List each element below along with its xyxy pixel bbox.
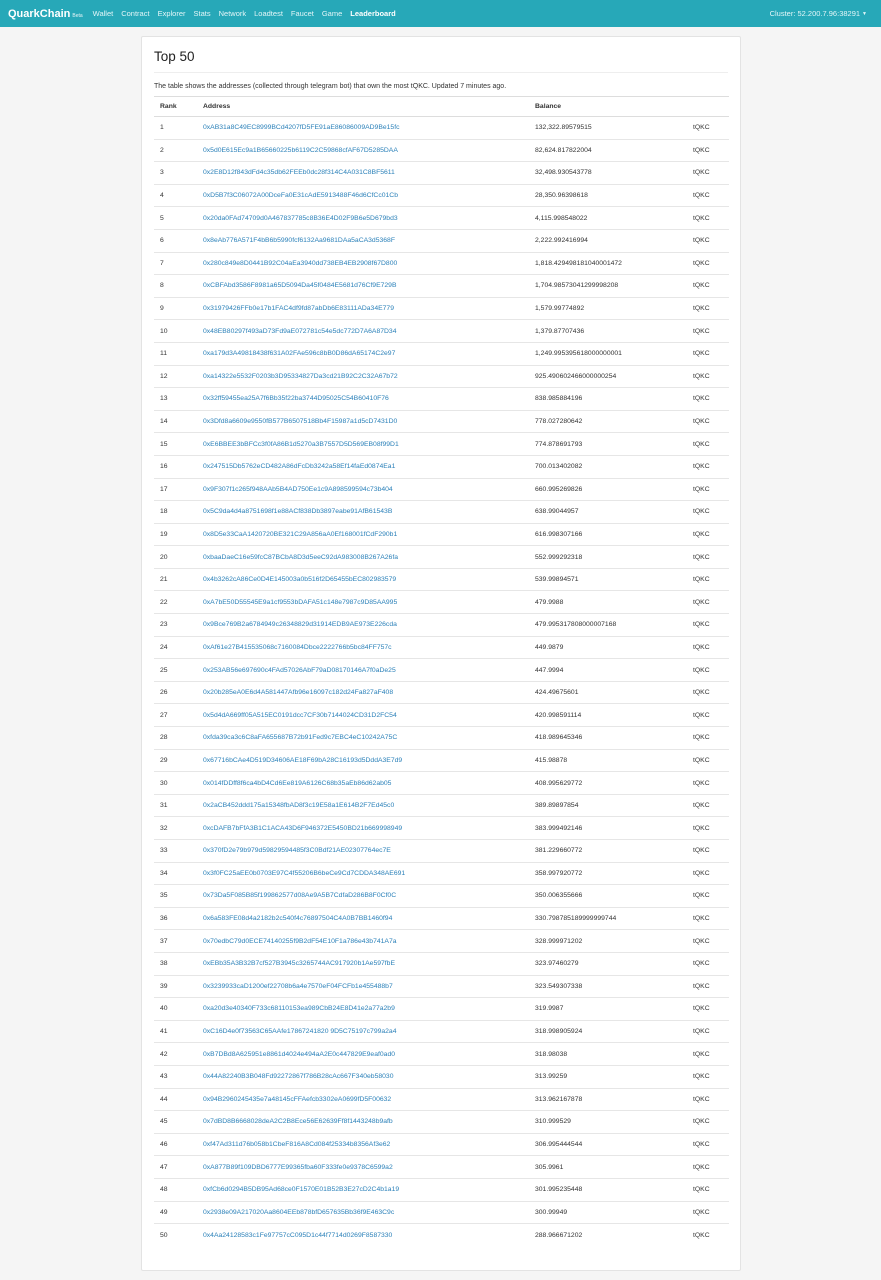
balance-cell: 1,704.98573041299998208: [529, 275, 687, 298]
rank-cell: 20: [154, 546, 197, 569]
address-link[interactable]: 0x8D5e33CaA1420720BE321C29A856aA0Ef168001fCdF290b1: [197, 523, 529, 546]
nav-link-explorer[interactable]: Explorer: [157, 9, 186, 18]
unit-cell: tQKC: [687, 207, 729, 230]
balance-cell: 418.989645346: [529, 727, 687, 750]
unit-cell: tQKC: [687, 501, 729, 524]
table-row: [154, 184, 729, 207]
balance-cell: 408.995629772: [529, 772, 687, 795]
unit-cell: tQKC: [687, 1020, 729, 1043]
unit-cell: tQKC: [687, 1156, 729, 1179]
balance-cell: 2,222.992416994: [529, 229, 687, 252]
unit-cell: tQKC: [687, 1133, 729, 1156]
rank-cell: 49: [154, 1201, 197, 1224]
rank-cell: 2: [154, 139, 197, 162]
unit-cell: tQKC: [687, 659, 729, 682]
balance-cell: 447.9994: [529, 659, 687, 682]
rank-cell: 25: [154, 659, 197, 682]
table-row: [154, 297, 729, 320]
unit-cell: tQKC: [687, 388, 729, 411]
balance-cell: 774.878691793: [529, 433, 687, 456]
unit-cell: tQKC: [687, 139, 729, 162]
rank-cell: 38: [154, 952, 197, 975]
rank-cell: 8: [154, 275, 197, 298]
rank-cell: 50: [154, 1224, 197, 1247]
rank-cell: 41: [154, 1020, 197, 1043]
unit-cell: tQKC: [687, 614, 729, 637]
table-row: [154, 162, 729, 185]
page-title: Top 50: [154, 49, 728, 73]
rank-cell: 46: [154, 1133, 197, 1156]
unit-cell: tQKC: [687, 478, 729, 501]
unit-cell: tQKC: [687, 885, 729, 908]
unit-cell: tQKC: [687, 275, 729, 298]
table-row: [154, 952, 729, 975]
address-link[interactable]: 0xEBb35A3B32B7cf527B3945c3265744AC917920b1Ae597fbE: [197, 952, 529, 975]
address-link[interactable]: 0x370fD2e79b979d59829594485f3C0Bdf21AE02307764ec7E: [197, 840, 529, 863]
caret-down-icon: ▼: [862, 10, 867, 17]
table-row: [154, 998, 729, 1021]
rank-cell: 3: [154, 162, 197, 185]
rank-cell: 17: [154, 478, 197, 501]
table-row: [154, 636, 729, 659]
cluster-label: Cluster: 52.200.7.96:38291: [769, 9, 861, 18]
table-row: [154, 433, 729, 456]
unit-cell: tQKC: [687, 907, 729, 930]
balance-cell: 358.997920772: [529, 862, 687, 885]
unit-cell: tQKC: [687, 591, 729, 614]
balance-cell: 301.995235448: [529, 1178, 687, 1201]
unit-cell: tQKC: [687, 365, 729, 388]
brand-logo[interactable]: [8, 8, 83, 20]
table-row: [154, 591, 729, 614]
address-link[interactable]: 0xfCb6d0294B5DB95Ad68ce0F1570E01B52B3E27cD2C4b1a19: [197, 1178, 529, 1201]
rank-cell: 34: [154, 862, 197, 885]
address-link[interactable]: 0x4b3262cA86Ce0D4E145003a0b516f2D65455bEC802983579: [197, 568, 529, 591]
unit-cell: tQKC: [687, 410, 729, 433]
address-link[interactable]: 0x2aCB452ddd175a15348fbAD8f3c19E58a1E614B2F7Ed45c0: [197, 794, 529, 817]
unit-cell: tQKC: [687, 772, 729, 795]
leaderboard-table: [154, 96, 729, 1246]
rank-cell: 47: [154, 1156, 197, 1179]
address-link[interactable]: 0xAB31a8C49EC8999BCd4207fD5FE91aE86086009AD9Be15fc: [197, 117, 529, 140]
header-unit: [687, 97, 729, 117]
table-row: [154, 478, 729, 501]
balance-cell: 1,818.429498181040001472: [529, 252, 687, 275]
address-link[interactable]: 0xa179d3A49818438f631A02FAe596c8bB0D86dA65174C2e97: [197, 342, 529, 365]
address-link[interactable]: 0x20b285eA0E6d4A581447Afb96e16097c182d24Fa827aF408: [197, 681, 529, 704]
rank-cell: 15: [154, 433, 197, 456]
page-description: The table shows the addresses (collected through telegram bot) that own the most tQKC. Updated 7 minutes ago.: [154, 83, 507, 90]
rank-cell: 42: [154, 1043, 197, 1066]
table-row: [154, 1178, 729, 1201]
address-link[interactable]: 0xbaaDaeC16e59fcC87BCbA8D3d5eeC92dA983008B267A26fa: [197, 546, 529, 569]
unit-cell: tQKC: [687, 727, 729, 750]
balance-cell: 616.998307166: [529, 523, 687, 546]
table-row: [154, 1111, 729, 1134]
balance-cell: 323.549307338: [529, 975, 687, 998]
table-header-row: [154, 97, 729, 117]
nav-link-contract[interactable]: Contract: [121, 9, 150, 18]
rank-cell: 1: [154, 117, 197, 140]
address-link[interactable]: 0x70edbC79d0ECE74140255f9B2dF54E10F1a786e43b741A7a: [197, 930, 529, 953]
address-link[interactable]: 0x4Aa24128583c1Fe97757cC095D1c44f7714d0269F8587330: [197, 1224, 529, 1247]
address-link[interactable]: 0x3239933caD1200ef22708b6a4e7570eF04FCFb1e455488b7: [197, 975, 529, 998]
balance-cell: 415.98878: [529, 749, 687, 772]
address-link[interactable]: 0xa14322e5532F0203b3D95334827Da3cd21B92C2C32A67b72: [197, 365, 529, 388]
unit-cell: tQKC: [687, 297, 729, 320]
unit-cell: tQKC: [687, 636, 729, 659]
table-row: [154, 727, 729, 750]
address-link[interactable]: 0x31979426FFb0e17b1FAC4df9fd87abDb6E83111ADa34E779: [197, 297, 529, 320]
address-link[interactable]: 0x7dBD8B6668028deA2C2B8Ece56E62639Ff8f1443248b9afb: [197, 1111, 529, 1134]
header-rank: Rank: [154, 97, 197, 117]
balance-cell: 838.985884196: [529, 388, 687, 411]
balance-cell: 313.962167878: [529, 1088, 687, 1111]
rank-cell: 10: [154, 320, 197, 343]
balance-cell: 132,322.89579515: [529, 117, 687, 140]
address-link[interactable]: 0xA877B89f109DBD6777E99365fba60F333fe0e9378C6599a2: [197, 1156, 529, 1179]
balance-cell: 300.99949: [529, 1201, 687, 1224]
table-row: [154, 975, 729, 998]
table-row: [154, 885, 729, 908]
brand-name: QuarkChain: [8, 7, 71, 20]
balance-cell: 479.995317808000007168: [529, 614, 687, 637]
table-row: [154, 1020, 729, 1043]
rank-cell: 13: [154, 388, 197, 411]
unit-cell: tQKC: [687, 229, 729, 252]
balance-cell: 305.9961: [529, 1156, 687, 1179]
beta-badge: Beta: [72, 12, 83, 19]
balance-cell: 381.229660772: [529, 840, 687, 863]
balance-cell: 319.9987: [529, 998, 687, 1021]
unit-cell: tQKC: [687, 546, 729, 569]
balance-cell: 330.798785189999999744: [529, 907, 687, 930]
balance-cell: 925.490602466000000254: [529, 365, 687, 388]
address-link[interactable]: 0xAf61e27B415535068c7160084Dbce2222766b5bc84FF757c: [197, 636, 529, 659]
unit-cell: tQKC: [687, 252, 729, 275]
rank-cell: 40: [154, 998, 197, 1021]
address-link[interactable]: 0xB7DBd8A625951e8861d4024e494aA2E0c447829E9eaf0ad0: [197, 1043, 529, 1066]
table-row: [154, 523, 729, 546]
address-link[interactable]: 0x280c849e8D0441B92C04aEa3940dd738EB4EB2908f67D800: [197, 252, 529, 275]
table-row: [154, 1088, 729, 1111]
address-link[interactable]: 0x253AB56e697690c4FAd57026AbF79aD08170146A7f0aDe25: [197, 659, 529, 682]
unit-cell: tQKC: [687, 568, 729, 591]
rank-cell: 24: [154, 636, 197, 659]
unit-cell: tQKC: [687, 817, 729, 840]
unit-cell: tQKC: [687, 1178, 729, 1201]
table-row: [154, 1133, 729, 1156]
nav-link-stats[interactable]: Stats: [193, 9, 211, 18]
nav-link-network[interactable]: Network: [218, 9, 247, 18]
nav-link-leaderboard[interactable]: Leaderboard: [350, 9, 396, 18]
balance-cell: 383.999492146: [529, 817, 687, 840]
balance-cell: 552.999292318: [529, 546, 687, 569]
address-link[interactable]: 0x67716bCAe4D519D34606AE18F69bA28C16193d5DddA3E7d9: [197, 749, 529, 772]
header-address: Address: [197, 97, 529, 117]
balance-cell: 700.013402082: [529, 455, 687, 478]
table-row: [154, 817, 729, 840]
rank-cell: 14: [154, 410, 197, 433]
address-link[interactable]: 0xcDAFB7bFfA3B1C1ACA43D6F946372E5450BD21b669998949: [197, 817, 529, 840]
balance-cell: 28,350.96398618: [529, 184, 687, 207]
balance-cell: 310.999529: [529, 1111, 687, 1134]
table-row: [154, 1201, 729, 1224]
address-link[interactable]: 0x32ff59455ea25A7f6Bb35f22ba3744D95025C54B60410F76: [197, 388, 529, 411]
rank-cell: 36: [154, 907, 197, 930]
table-row: [154, 410, 729, 433]
address-link[interactable]: 0x5C9da4d4a8751698f1e88ACf838Db3897eabe91AfB61543B: [197, 501, 529, 524]
balance-cell: 660.995269826: [529, 478, 687, 501]
balance-cell: 328.999971202: [529, 930, 687, 953]
rank-cell: 44: [154, 1088, 197, 1111]
balance-cell: 389.89897854: [529, 794, 687, 817]
balance-cell: 313.99259: [529, 1065, 687, 1088]
balance-cell: 323.97460279: [529, 952, 687, 975]
table-row: [154, 117, 729, 140]
rank-cell: 7: [154, 252, 197, 275]
rank-cell: 29: [154, 749, 197, 772]
nav-link-loadtest[interactable]: Loadtest: [254, 9, 283, 18]
rank-cell: 6: [154, 229, 197, 252]
rank-cell: 11: [154, 342, 197, 365]
balance-cell: 449.9879: [529, 636, 687, 659]
address-link[interactable]: 0xC16D4e0f73563C65AAfe17867241820 9D5C75197c799a2a4: [197, 1020, 529, 1043]
table-row: [154, 749, 729, 772]
table-row: [154, 1065, 729, 1088]
rank-cell: 37: [154, 930, 197, 953]
table-row: [154, 546, 729, 569]
unit-cell: tQKC: [687, 952, 729, 975]
table-row: [154, 840, 729, 863]
table-row: [154, 862, 729, 885]
balance-cell: 539.99894571: [529, 568, 687, 591]
table-row: [154, 907, 729, 930]
balance-cell: 1,379.87707436: [529, 320, 687, 343]
rank-cell: 12: [154, 365, 197, 388]
unit-cell: tQKC: [687, 840, 729, 863]
unit-cell: tQKC: [687, 433, 729, 456]
address-link[interactable]: 0xfda39ca3c6C8aFA655687B72b91Fed9c7EBC4eC10242A75C: [197, 727, 529, 750]
unit-cell: tQKC: [687, 1111, 729, 1134]
rank-cell: 26: [154, 681, 197, 704]
unit-cell: tQKC: [687, 1065, 729, 1088]
balance-cell: 638.99044957: [529, 501, 687, 524]
unit-cell: tQKC: [687, 1224, 729, 1247]
unit-cell: tQKC: [687, 523, 729, 546]
unit-cell: tQKC: [687, 681, 729, 704]
rank-cell: 27: [154, 704, 197, 727]
balance-cell: 288.966671202: [529, 1224, 687, 1247]
balance-cell: 1,579.99774892: [529, 297, 687, 320]
unit-cell: tQKC: [687, 862, 729, 885]
nav-link-faucet[interactable]: Faucet: [290, 9, 314, 18]
rank-cell: 33: [154, 840, 197, 863]
unit-cell: tQKC: [687, 117, 729, 140]
table-row: [154, 1156, 729, 1179]
table-row: [154, 501, 729, 524]
table-row: [154, 772, 729, 795]
table-row: [154, 252, 729, 275]
unit-cell: tQKC: [687, 794, 729, 817]
address-link[interactable]: 0x5d4dA669ff05A515EC0191dcc7CF30b7144024CD31D2FC54: [197, 704, 529, 727]
top-navbar: [0, 0, 881, 27]
unit-cell: tQKC: [687, 1201, 729, 1224]
rank-cell: 32: [154, 817, 197, 840]
unit-cell: tQKC: [687, 342, 729, 365]
table-row: [154, 207, 729, 230]
address-link[interactable]: 0x3f0FC25aEE0b0703E97C4f55206B6beCe9Cd7CDDA348AE691: [197, 862, 529, 885]
rank-cell: 22: [154, 591, 197, 614]
address-link[interactable]: 0xD5B7f3C06072A00DceFa0E31cAdE5913488F46d6CfCc01Cb: [197, 184, 529, 207]
table-row: [154, 342, 729, 365]
table-row: [154, 388, 729, 411]
cluster-dropdown[interactable]: [770, 9, 867, 18]
address-link[interactable]: 0x48EB80297f493aD73Fd9aE072781c54e5dc772D7A6A87D34: [197, 320, 529, 343]
table-row: [154, 320, 729, 343]
table-row: [154, 568, 729, 591]
rank-cell: 28: [154, 727, 197, 750]
table-row: [154, 1224, 729, 1247]
balance-cell: 82,624.817822004: [529, 139, 687, 162]
table-row: [154, 794, 729, 817]
balance-cell: 479.9988: [529, 591, 687, 614]
rank-cell: 9: [154, 297, 197, 320]
unit-cell: tQKC: [687, 455, 729, 478]
rank-cell: 43: [154, 1065, 197, 1088]
table-row: [154, 704, 729, 727]
table-row: [154, 681, 729, 704]
unit-cell: tQKC: [687, 162, 729, 185]
balance-cell: 420.998591114: [529, 704, 687, 727]
table-row: [154, 229, 729, 252]
rank-cell: 19: [154, 523, 197, 546]
balance-cell: 1,249.995395618000000001: [529, 342, 687, 365]
address-link[interactable]: 0x5d0E615Ec9a1B65660225b6119C2C59868cfAF67D5285DAA: [197, 139, 529, 162]
rank-cell: 30: [154, 772, 197, 795]
address-link[interactable]: 0x94B2960245435e7a48145cFFAefcb3302eA0699fD5F00632: [197, 1088, 529, 1111]
address-link[interactable]: 0xA7bE50D55545E9a1cf9553bDAFA51c148e7987c9D85AA995: [197, 591, 529, 614]
address-link[interactable]: 0x3Dfd8a6609e9550fB577B6507518Bb4F15987a1d5cD7431D0: [197, 410, 529, 433]
unit-cell: tQKC: [687, 1043, 729, 1066]
rank-cell: 5: [154, 207, 197, 230]
balance-cell: 778.027280642: [529, 410, 687, 433]
address-link[interactable]: 0xCBFAbd3586F8981a65D5094Da45f0484E5681d76Cf9E729B: [197, 275, 529, 298]
balance-cell: 4,115.998548022: [529, 207, 687, 230]
balance-cell: 32,498.930543778: [529, 162, 687, 185]
address-link[interactable]: 0x9F307f1c265f948AAb5B4AD750Ee1c9A898599594c73b404: [197, 478, 529, 501]
rank-cell: 48: [154, 1178, 197, 1201]
table-row: [154, 614, 729, 637]
nav-links: [89, 9, 400, 18]
address-link[interactable]: 0x247515Db5762eCD482A86dFcDb3242a58Ef14faEd0874Ea1: [197, 455, 529, 478]
nav-link-game[interactable]: Game: [321, 9, 343, 18]
balance-cell: 424.49675601: [529, 681, 687, 704]
address-link[interactable]: 0x8eAb776A571F4bB6b5990fcf6132Aa9681DAa5aCA3d5368F: [197, 229, 529, 252]
address-link[interactable]: 0xE6BBEE3bBFCc3f0fA86B1d5270a3B7557D5D569EB08f99D1: [197, 433, 529, 456]
rank-cell: 45: [154, 1111, 197, 1134]
address-link[interactable]: 0x2938e09A217020Aa8604EEb878bfD657635Bb36f9E463C9c: [197, 1201, 529, 1224]
balance-cell: 318.98038: [529, 1043, 687, 1066]
rank-cell: 35: [154, 885, 197, 908]
address-link[interactable]: 0x6a583FE08d4a2182b2c540f4c76897504C4A0B7BB1460f94: [197, 907, 529, 930]
rank-cell: 21: [154, 568, 197, 591]
nav-link-wallet[interactable]: Wallet: [92, 9, 114, 18]
table-row: [154, 139, 729, 162]
unit-cell: tQKC: [687, 930, 729, 953]
unit-cell: tQKC: [687, 749, 729, 772]
balance-cell: 318.998905924: [529, 1020, 687, 1043]
address-link[interactable]: 0x9Bce769B2a6784949c26348829d31914EDB9AE973E226cda: [197, 614, 529, 637]
address-link[interactable]: 0xf47Ad311d76b058b1CbeF816A8Cd084f25334b8356Af3e62: [197, 1133, 529, 1156]
table-row: [154, 659, 729, 682]
address-link[interactable]: 0xa20d3e40340F733c68110153ea989CbB24E8D41e2a77a2b9: [197, 998, 529, 1021]
rank-cell: 39: [154, 975, 197, 998]
unit-cell: tQKC: [687, 184, 729, 207]
rank-cell: 31: [154, 794, 197, 817]
unit-cell: tQKC: [687, 320, 729, 343]
leaderboard-panel: [141, 36, 741, 1271]
rank-cell: 4: [154, 184, 197, 207]
address-link[interactable]: 0x014fDDff8f6ca4bD4Cd6Ee819A6126C68b35aEb86d62ab05: [197, 772, 529, 795]
address-link[interactable]: 0x20da0FAd74709d0A467837785c8B36E4D02F9B6e5D679bd3: [197, 207, 529, 230]
table-row: [154, 1043, 729, 1066]
header-balance: Balance: [529, 97, 687, 117]
table-row: [154, 930, 729, 953]
address-link[interactable]: 0x73Da5F085B85f199862577d08Ae9A5B7CdfaD286B8F0Cf0C: [197, 885, 529, 908]
rank-cell: 16: [154, 455, 197, 478]
address-link[interactable]: 0x44A82240B3B048Fd92272867f786B28cAc667F340eb58030: [197, 1065, 529, 1088]
unit-cell: tQKC: [687, 975, 729, 998]
rank-cell: 18: [154, 501, 197, 524]
table-row: [154, 365, 729, 388]
balance-cell: 350.006355666: [529, 885, 687, 908]
table-row: [154, 455, 729, 478]
unit-cell: tQKC: [687, 1088, 729, 1111]
unit-cell: tQKC: [687, 704, 729, 727]
table-row: [154, 275, 729, 298]
balance-cell: 306.995444544: [529, 1133, 687, 1156]
address-link[interactable]: 0x2E8D12f843dFd4c35db62FEEb0dc28f314C4A031C8BF5611: [197, 162, 529, 185]
rank-cell: 23: [154, 614, 197, 637]
unit-cell: tQKC: [687, 998, 729, 1021]
